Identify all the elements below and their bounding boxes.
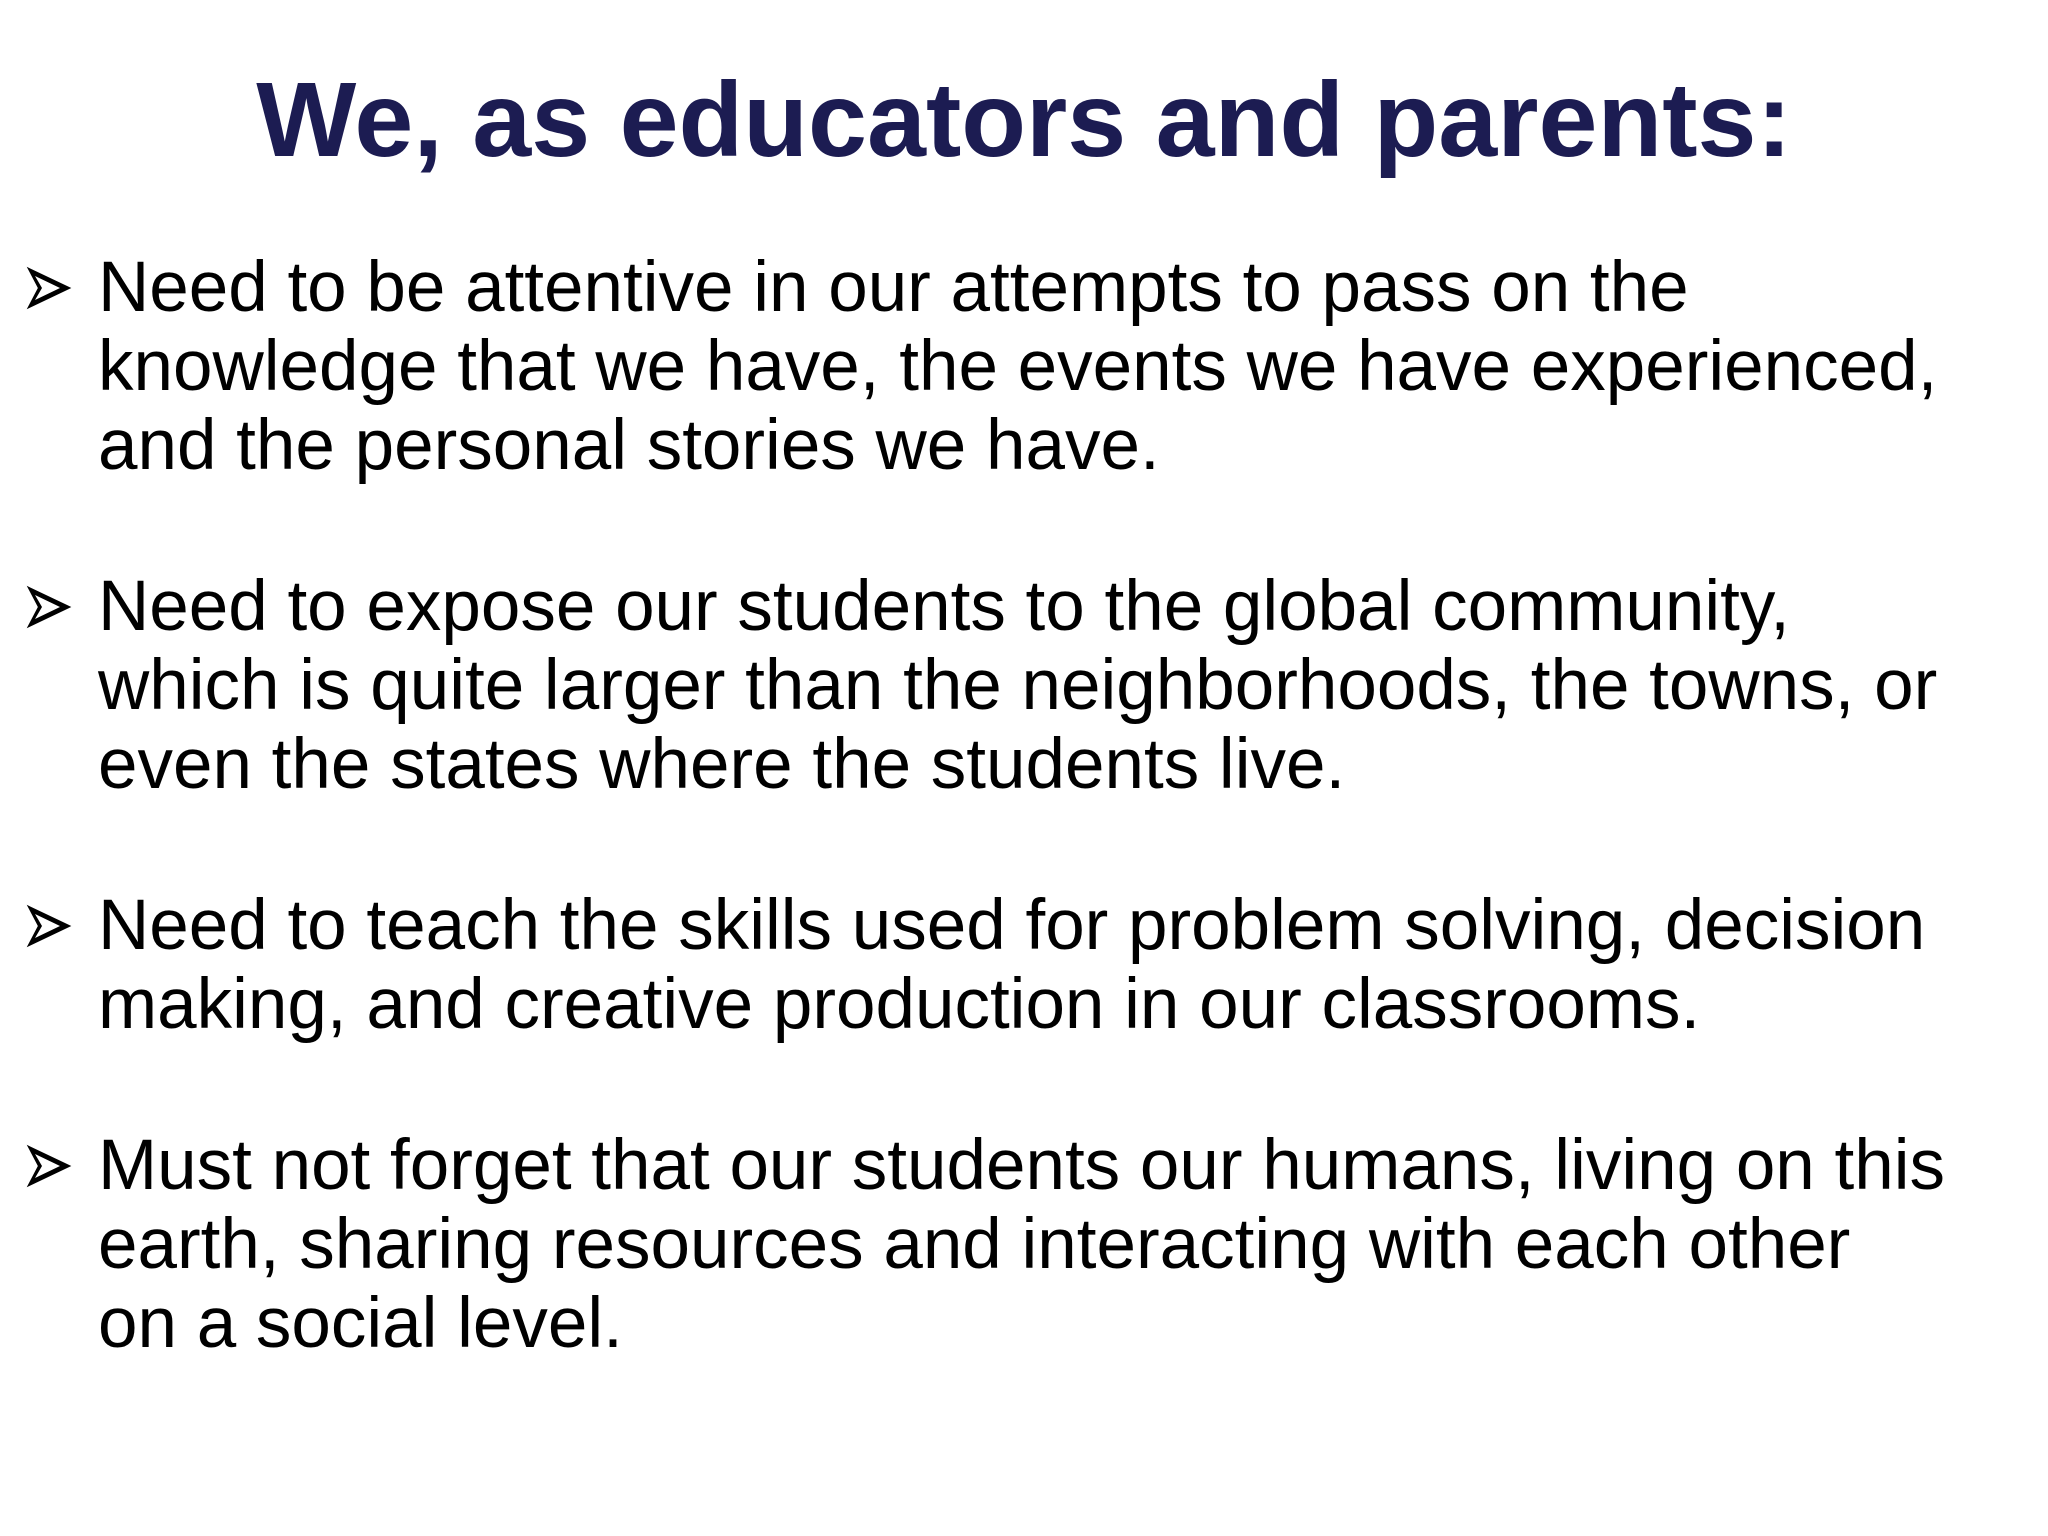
bullet-text: Need to expose our students to the global community, which is quite larger than the neighborhoods, the towns, or even the states where the students live.	[98, 567, 1938, 804]
bullet-item	[26, 567, 2036, 804]
bullet-text: Must not forget that our students our humans, living on this earth, sharing resources and interacting with each other on a social level.	[98, 1126, 1946, 1363]
bullet-item	[26, 886, 2036, 1044]
arrowhead-bullet-icon	[26, 1126, 98, 1205]
arrowhead-bullet-icon	[26, 248, 98, 327]
bullet-item	[26, 248, 2036, 485]
bullet-text: Need to teach the skills used for problem solving, decision making, and creative production in our classrooms.	[98, 886, 1926, 1044]
arrowhead-bullet-icon	[26, 567, 98, 646]
bullet-text: Need to be attentive in our attempts to pass on the knowledge that we have, the events we have experienced, and the personal stories we have.	[98, 248, 1938, 485]
slide-title: We, as educators and parents:	[256, 61, 1792, 179]
bullet-list	[26, 248, 2036, 1445]
arrowhead-bullet-icon	[26, 886, 98, 965]
bullet-item	[26, 1126, 2036, 1363]
